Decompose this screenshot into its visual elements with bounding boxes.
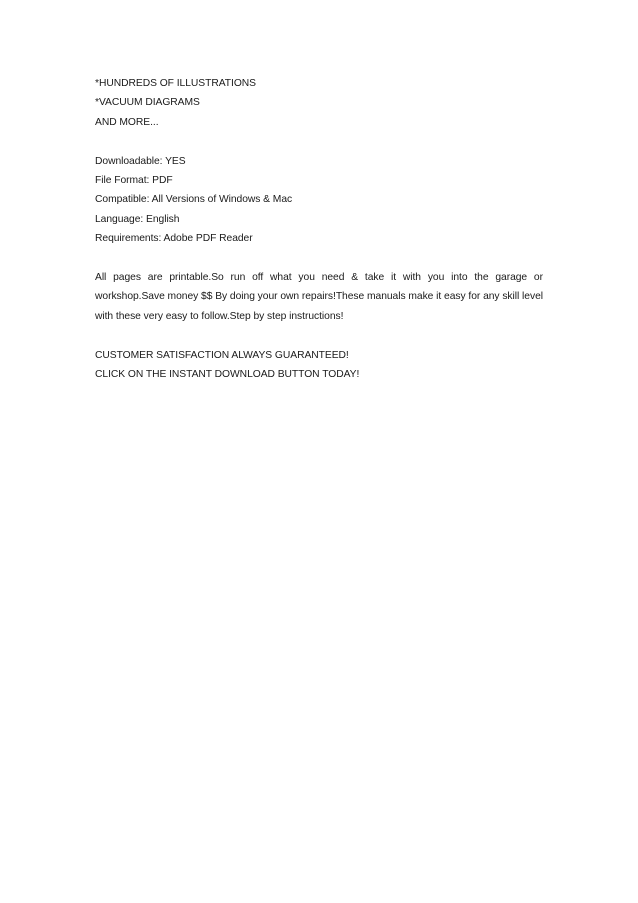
closing-lines bbox=[95, 346, 543, 385]
feature-and-more: AND MORE... bbox=[95, 116, 159, 128]
spec-downloadable: Downloadable: YES bbox=[95, 155, 186, 167]
feature-vacuum-diagrams: *VACUUM DIAGRAMS bbox=[95, 97, 200, 109]
document-body bbox=[95, 74, 543, 384]
spec-compatible: Compatible: All Versions of Windows & Mac bbox=[95, 194, 293, 206]
download-call-to-action: CLICK ON THE INSTANT DOWNLOAD BUTTON TODAY! bbox=[95, 369, 360, 381]
spec-file-format: File Format: PDF bbox=[95, 175, 173, 187]
satisfaction-guarantee: CUSTOMER SATISFACTION ALWAYS GUARANTEED! bbox=[95, 349, 349, 361]
specs-list bbox=[95, 152, 543, 249]
spacer bbox=[95, 249, 543, 268]
description-paragraph: All pages are printable.So run off what you need & take it with you into the garage or workshop.Save money $$ By doing your own repairs!These manuals make it easy for any skill level with these very easy to follow.Step by step instructions! bbox=[95, 272, 543, 322]
spacer bbox=[95, 326, 543, 345]
feature-illustrations: *HUNDREDS OF ILLUSTRATIONS bbox=[95, 78, 256, 89]
features-list bbox=[95, 74, 543, 132]
spec-requirements: Requirements: Adobe PDF Reader bbox=[95, 233, 253, 245]
spec-language: Language: English bbox=[95, 213, 180, 225]
spacer bbox=[95, 132, 543, 151]
